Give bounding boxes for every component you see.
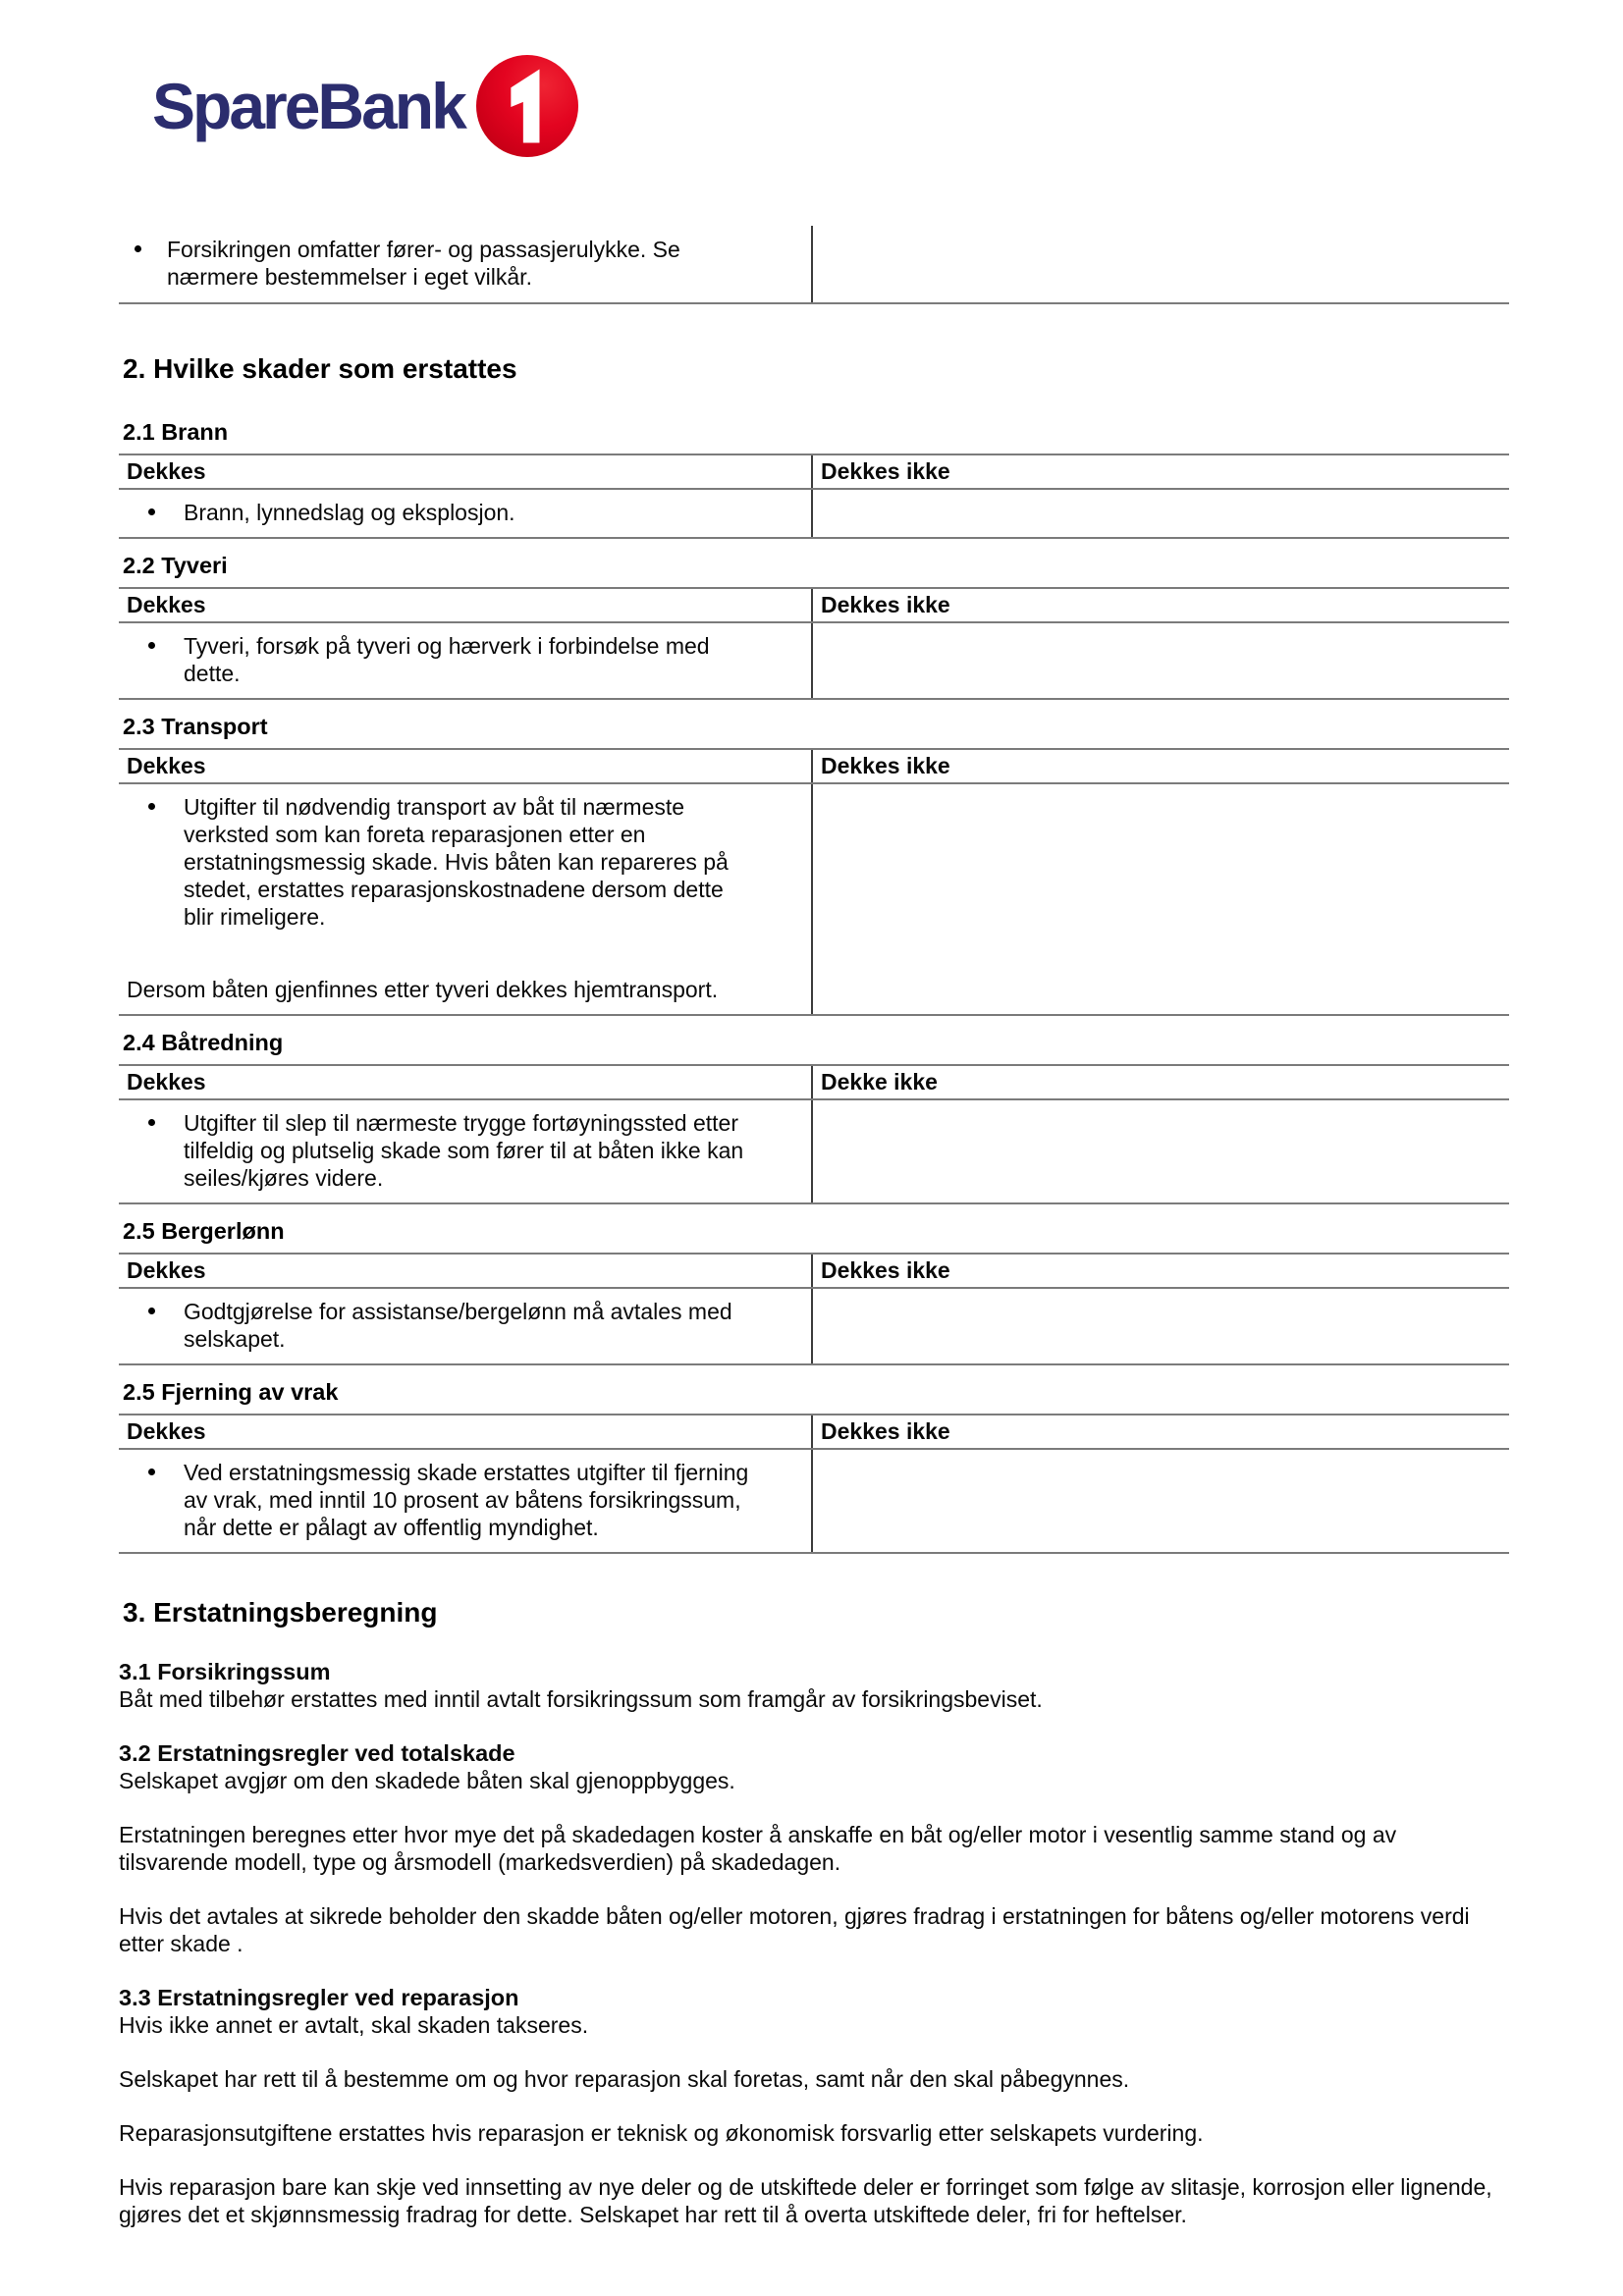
text-block xyxy=(119,1902,1509,1957)
coverage-section xyxy=(119,1029,1509,1204)
coverage-bullet: Ved erstatningsmessig skade erstattes utgifter til fjerning av vrak, med inntil 10 prosent av båtens forsikringssum, når dette er pålagt av offentlig myndighet. xyxy=(184,1460,749,1540)
coverage-bullet-list xyxy=(127,793,803,931)
coverage-table xyxy=(119,748,1509,1016)
table-cell-covered xyxy=(119,623,813,698)
body-paragraph: Hvis reparasjon bare kan skje ved innsetting av nye deler og de utskiftede deler er forringet som følge av slitasje, korrosjon eller lignende, gjøres det et skjønnsmessig fradrag for dette. Selskapet har rett til å overta utskiftede deler, fri for heftelser. xyxy=(119,2174,1492,2227)
coverage-section xyxy=(119,713,1509,1016)
text-block xyxy=(119,2119,1509,2147)
coverage-bullet-list xyxy=(127,1459,803,1541)
coverage-table xyxy=(119,1253,1509,1365)
table-cell-not-covered-empty xyxy=(813,1450,1509,1552)
coverage-section-title: 2.4 Båtredning xyxy=(123,1030,284,1055)
table-cell-covered xyxy=(119,1100,813,1202)
table-header-not-covered: Dekkes ikke xyxy=(821,458,950,484)
table-header-row xyxy=(119,589,1509,623)
table-row xyxy=(119,784,1509,1014)
table-cell-covered xyxy=(119,490,813,537)
subsection-title: 3.2 Erstatningsregler ved totalskade xyxy=(119,1740,515,1766)
logo-numeral-one-icon xyxy=(476,55,578,157)
table-cell-covered xyxy=(119,1450,813,1552)
table-row xyxy=(119,1450,1509,1552)
coverage-bullet: Godtgjørelse for assistanse/bergelønn må avtales med selskapet. xyxy=(184,1298,749,1353)
table-header-covered: Dekkes xyxy=(119,1066,813,1098)
table-header-covered: Dekkes xyxy=(119,1255,813,1287)
table-cell-not-covered-empty xyxy=(813,784,1509,1014)
table-header-not-covered: Dekkes ikke xyxy=(821,753,950,778)
table-cell-covered xyxy=(119,784,813,1014)
table-note: Dersom båten gjenfinnes etter tyveri dekkes hjemtransport. xyxy=(127,977,719,1002)
body-paragraph: Båt med tilbehør erstattes med inntil avtalt forsikringssum som framgår av forsikringsbeviset. xyxy=(119,1686,1043,1712)
text-block xyxy=(119,1984,1509,2039)
coverage-section-title: 2.1 Brann xyxy=(123,419,229,445)
coverage-section-title: 2.5 Bergerlønn xyxy=(123,1218,285,1244)
document-content xyxy=(119,226,1509,2228)
body-paragraph: Reparasjonsutgiftene erstattes hvis reparasjon er teknisk og økonomisk forsvarlig etter selskapets vurdering. xyxy=(119,2120,1204,2146)
body-paragraph: Selskapet avgjør om den skadede båten skal gjenoppbygges. xyxy=(119,1768,735,1793)
coverage-table xyxy=(119,454,1509,539)
body-paragraph: Hvis ikke annet er avtalt, skal skaden takseres. xyxy=(119,2012,589,2038)
body-paragraph: Selskapet har rett til å bestemme om og hvor reparasjon skal foretas, samt når den skal påbegynnes. xyxy=(119,2066,1130,2092)
coverage-section xyxy=(119,552,1509,700)
coverage-section xyxy=(119,418,1509,539)
table-cell-covered xyxy=(119,226,813,302)
table-cell-not-covered-empty xyxy=(813,490,1509,537)
coverage-bullet: Forsikringen omfatter fører- og passasjerulykke. Se nærmere bestemmelser i eget vilkår. xyxy=(167,236,717,291)
table-cell-not-covered-empty xyxy=(813,1100,1509,1202)
coverage-bullet-list xyxy=(127,236,803,291)
table-cell-covered xyxy=(119,1289,813,1363)
table-row xyxy=(119,490,1509,537)
table-header-row xyxy=(119,1255,1509,1289)
text-block xyxy=(119,2065,1509,2093)
coverage-table xyxy=(119,587,1509,700)
coverage-section-title: 2.3 Transport xyxy=(123,714,268,739)
table-row xyxy=(119,623,1509,698)
table-cell-not-covered-empty xyxy=(813,623,1509,698)
table-header-covered: Dekkes xyxy=(119,589,813,621)
carryover-coverage-table xyxy=(119,226,1509,304)
coverage-section-title: 2.5 Fjerning av vrak xyxy=(123,1379,339,1405)
table-header-not-covered: Dekkes ikke xyxy=(821,592,950,617)
table-header-covered: Dekkes xyxy=(119,750,813,782)
coverage-bullet-list xyxy=(127,1298,803,1353)
table-header-not-covered: Dekkes ikke xyxy=(821,1418,950,1444)
table-row xyxy=(119,1289,1509,1363)
sparebank1-logo xyxy=(152,55,1623,157)
subsection-title: 3.1 Forsikringssum xyxy=(119,1659,331,1684)
table-cell-not-covered-empty xyxy=(813,1289,1509,1363)
coverage-sections xyxy=(119,418,1509,1554)
table-header-not-covered: Dekkes ikke xyxy=(821,1257,950,1283)
body-paragraph: Hvis det avtales at sikrede beholder den skadde båten og/eller motoren, gjøres fradrag i erstatningen for båtens og/eller motorens verdi etter skade . xyxy=(119,1903,1470,1956)
table-cell-not-covered-empty xyxy=(813,226,1509,302)
table-header-row xyxy=(119,1066,1509,1100)
text-block xyxy=(119,1739,1509,1794)
table-row xyxy=(119,226,1509,302)
coverage-table xyxy=(119,1064,1509,1204)
body-paragraph: Erstatningen beregnes etter hvor mye det på skadedagen koster å anskaffe en båt og/eller motor i vesentlig samme stand og av tilsvarende modell, type og årsmodell (markedsverdien) på skadedagen. xyxy=(119,1822,1397,1875)
coverage-section xyxy=(119,1378,1509,1554)
text-block xyxy=(119,2173,1509,2228)
coverage-bullet: Tyveri, forsøk på tyveri og hærverk i forbindelse med dette. xyxy=(184,632,749,687)
table-header-row xyxy=(119,750,1509,784)
logo-wordmark: SpareBank xyxy=(152,70,464,142)
coverage-section xyxy=(119,1217,1509,1365)
table-header-not-covered: Dekke ikke xyxy=(821,1069,938,1095)
table-row xyxy=(119,1100,1509,1202)
text-block xyxy=(119,1821,1509,1876)
section-2-heading: 2. Hvilke skader som erstattes xyxy=(123,353,517,384)
coverage-bullet: Brann, lynnedslag og eksplosjon. xyxy=(184,499,749,526)
coverage-bullet-list xyxy=(127,499,803,526)
table-header-covered: Dekkes xyxy=(119,455,813,488)
coverage-bullet-list xyxy=(127,632,803,687)
text-block xyxy=(119,1658,1509,1713)
settlement-text-blocks xyxy=(119,1658,1509,2228)
logo-badge-circle xyxy=(476,55,578,157)
subsection-title: 3.3 Erstatningsregler ved reparasjon xyxy=(119,1985,519,2010)
table-header-row xyxy=(119,455,1509,490)
coverage-bullet: Utgifter til slep til nærmeste trygge fortøyningssted etter tilfeldig og plutselig skade som fører til at båten ikke kan seiles/kjøres videre. xyxy=(184,1109,749,1192)
table-header-row xyxy=(119,1415,1509,1450)
coverage-bullet-list xyxy=(127,1109,803,1192)
section-3-heading: 3. Erstatningsberegning xyxy=(123,1597,438,1628)
coverage-bullet: Utgifter til nødvendig transport av båt til nærmeste verksted som kan foreta reparasjonen etter en erstatningsmessig skade. Hvis båten kan repareres på stedet, erstattes reparasjonskostnadene dersom dette blir rimeligere. xyxy=(184,793,749,931)
coverage-table xyxy=(119,1414,1509,1554)
table-header-covered: Dekkes xyxy=(119,1415,813,1448)
coverage-section-title: 2.2 Tyveri xyxy=(123,553,228,578)
